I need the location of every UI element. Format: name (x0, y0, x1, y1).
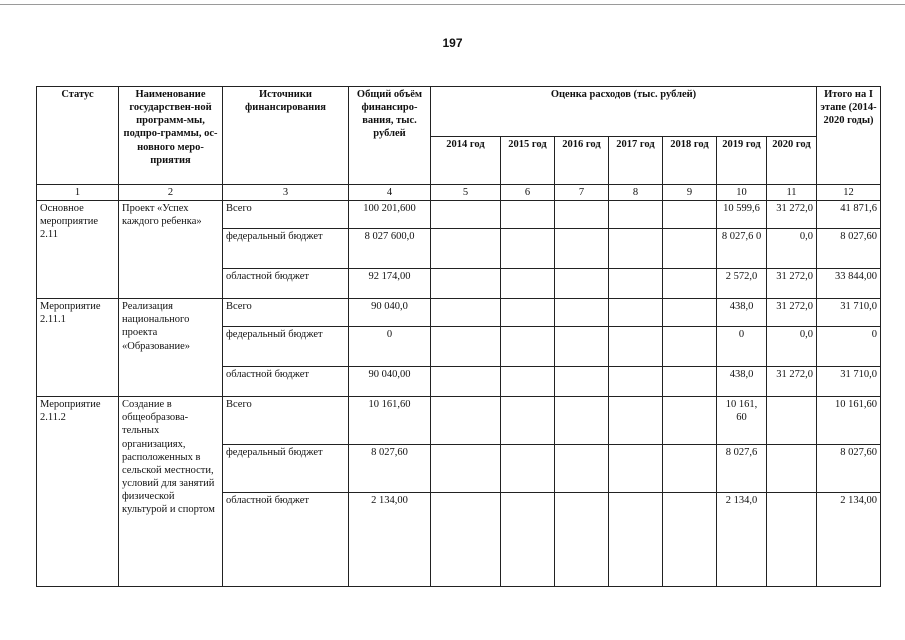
header-year-2017: 2017 год (609, 137, 663, 185)
column-number: 3 (223, 185, 349, 201)
header-total-volume: Общий объём финансиро-вания, тыс. рублей (349, 87, 431, 185)
column-number: 6 (501, 185, 555, 201)
column-number: 12 (817, 185, 881, 201)
year-cell-2015 (501, 269, 555, 299)
column-number: 1 (37, 185, 119, 201)
header-sources: Источники финансирования (223, 87, 349, 185)
year-cell-2016 (555, 493, 609, 587)
year-cell-2018 (663, 367, 717, 397)
year-cell-2014 (431, 397, 501, 445)
year-cell-2014 (431, 201, 501, 229)
year-cell-2018 (663, 269, 717, 299)
year-cell-2018 (663, 445, 717, 493)
year-cell-2019: 10 599,6 (717, 201, 767, 229)
year-cell-2020 (767, 445, 817, 493)
stage-total-cell: 8 027,60 (817, 229, 881, 269)
column-number: 9 (663, 185, 717, 201)
year-cell-2018 (663, 493, 717, 587)
budget-table (36, 86, 881, 587)
year-cell-2019: 2 572,0 (717, 269, 767, 299)
year-cell-2017 (609, 269, 663, 299)
source-cell: федеральный бюджет (223, 445, 349, 493)
year-cell-2020: 0,0 (767, 327, 817, 367)
stage-total-cell: 10 161,60 (817, 397, 881, 445)
table-row (37, 299, 881, 327)
year-cell-2019: 8 027,6 0 (717, 229, 767, 269)
header-year-2015: 2015 год (501, 137, 555, 185)
year-cell-2017 (609, 299, 663, 327)
year-cell-2015 (501, 367, 555, 397)
year-cell-2020 (767, 397, 817, 445)
column-number: 7 (555, 185, 609, 201)
year-cell-2015 (501, 201, 555, 229)
year-cell-2014 (431, 299, 501, 327)
year-cell-2014 (431, 367, 501, 397)
year-cell-2014 (431, 229, 501, 269)
year-cell-2016 (555, 445, 609, 493)
stage-total-cell: 31 710,0 (817, 367, 881, 397)
column-number: 10 (717, 185, 767, 201)
year-cell-2019: 10 161, 60 (717, 397, 767, 445)
column-numbers-row (37, 185, 881, 201)
year-cell-2018 (663, 397, 717, 445)
year-cell-2016 (555, 299, 609, 327)
column-number: 4 (349, 185, 431, 201)
year-cell-2016 (555, 269, 609, 299)
year-cell-2019: 2 134,0 (717, 493, 767, 587)
status-cell: Мероприятие 2.11.2 (37, 397, 119, 587)
name-cell: Реализация национального проекта «Образование» (119, 299, 223, 397)
stage-total-cell: 8 027,60 (817, 445, 881, 493)
year-cell-2015 (501, 397, 555, 445)
source-cell: федеральный бюджет (223, 229, 349, 269)
source-cell: Всего (223, 397, 349, 445)
header-total-stage: Итого на I этапе (2014-2020 годы) (817, 87, 881, 185)
column-number: 5 (431, 185, 501, 201)
year-cell-2017 (609, 493, 663, 587)
year-cell-2020: 31 272,0 (767, 269, 817, 299)
year-cell-2015 (501, 229, 555, 269)
year-cell-2020: 31 272,0 (767, 201, 817, 229)
total-cell: 8 027 600,0 (349, 229, 431, 269)
column-number: 2 (119, 185, 223, 201)
column-number: 11 (767, 185, 817, 201)
year-cell-2020: 0,0 (767, 229, 817, 269)
year-cell-2014 (431, 269, 501, 299)
year-cell-2018 (663, 229, 717, 269)
year-cell-2015 (501, 493, 555, 587)
year-cell-2014 (431, 445, 501, 493)
year-cell-2018 (663, 327, 717, 367)
status-cell: Мероприятие 2.11.1 (37, 299, 119, 397)
total-cell: 90 040,00 (349, 367, 431, 397)
name-cell: Проект «Успех каждого ребенка» (119, 201, 223, 299)
name-cell: Создание в общеобразова-тельных организациях, расположенных в сельской местности, условий для занятий физической культурой и спортом (119, 397, 223, 587)
year-cell-2018 (663, 201, 717, 229)
total-cell: 0 (349, 327, 431, 367)
total-cell: 2 134,00 (349, 493, 431, 587)
year-cell-2020: 31 272,0 (767, 299, 817, 327)
year-cell-2019: 0 (717, 327, 767, 367)
top-rule (0, 4, 905, 5)
year-cell-2015 (501, 327, 555, 367)
header-name: Наименование государствен-ной программ-мы, подпро-граммы, ос-новного меро-приятия (119, 87, 223, 185)
stage-total-cell: 41 871,6 (817, 201, 881, 229)
total-cell: 8 027,60 (349, 445, 431, 493)
source-cell: Всего (223, 299, 349, 327)
source-cell: областной бюджет (223, 493, 349, 587)
header-year-2019: 2019 год (717, 137, 767, 185)
year-cell-2019: 8 027,6 (717, 445, 767, 493)
stage-total-cell: 33 844,00 (817, 269, 881, 299)
stage-total-cell: 31 710,0 (817, 299, 881, 327)
year-cell-2016 (555, 201, 609, 229)
page-number: 197 (442, 36, 463, 50)
year-cell-2019: 438,0 (717, 367, 767, 397)
year-cell-2020 (767, 493, 817, 587)
header-year-2018: 2018 год (663, 137, 717, 185)
year-cell-2017 (609, 445, 663, 493)
source-cell: областной бюджет (223, 367, 349, 397)
header-year-2020: 2020 год (767, 137, 817, 185)
header-estimate: Оценка расходов (тыс. рублей) (431, 87, 817, 137)
header-status: Статус (37, 87, 119, 185)
column-number: 8 (609, 185, 663, 201)
year-cell-2016 (555, 397, 609, 445)
total-cell: 10 161,60 (349, 397, 431, 445)
source-cell: Всего (223, 201, 349, 229)
header-year-2014: 2014 год (431, 137, 501, 185)
year-cell-2015 (501, 299, 555, 327)
total-cell: 90 040,0 (349, 299, 431, 327)
total-cell: 100 201,600 (349, 201, 431, 229)
year-cell-2016 (555, 367, 609, 397)
year-cell-2020: 31 272,0 (767, 367, 817, 397)
year-cell-2018 (663, 299, 717, 327)
year-cell-2016 (555, 229, 609, 269)
year-cell-2017 (609, 201, 663, 229)
year-cell-2017 (609, 327, 663, 367)
table-row (37, 397, 881, 445)
year-cell-2014 (431, 327, 501, 367)
year-cell-2019: 438,0 (717, 299, 767, 327)
year-cell-2015 (501, 445, 555, 493)
stage-total-cell: 0 (817, 327, 881, 367)
year-cell-2017 (609, 367, 663, 397)
status-cell: Основное мероприятие 2.11 (37, 201, 119, 299)
year-cell-2016 (555, 327, 609, 367)
year-cell-2017 (609, 397, 663, 445)
total-cell: 92 174,00 (349, 269, 431, 299)
stage-total-cell: 2 134,00 (817, 493, 881, 587)
year-cell-2014 (431, 493, 501, 587)
header-row-1 (37, 87, 881, 137)
source-cell: областной бюджет (223, 269, 349, 299)
header-year-2016: 2016 год (555, 137, 609, 185)
year-cell-2017 (609, 229, 663, 269)
source-cell: федеральный бюджет (223, 327, 349, 367)
table-row (37, 201, 881, 229)
